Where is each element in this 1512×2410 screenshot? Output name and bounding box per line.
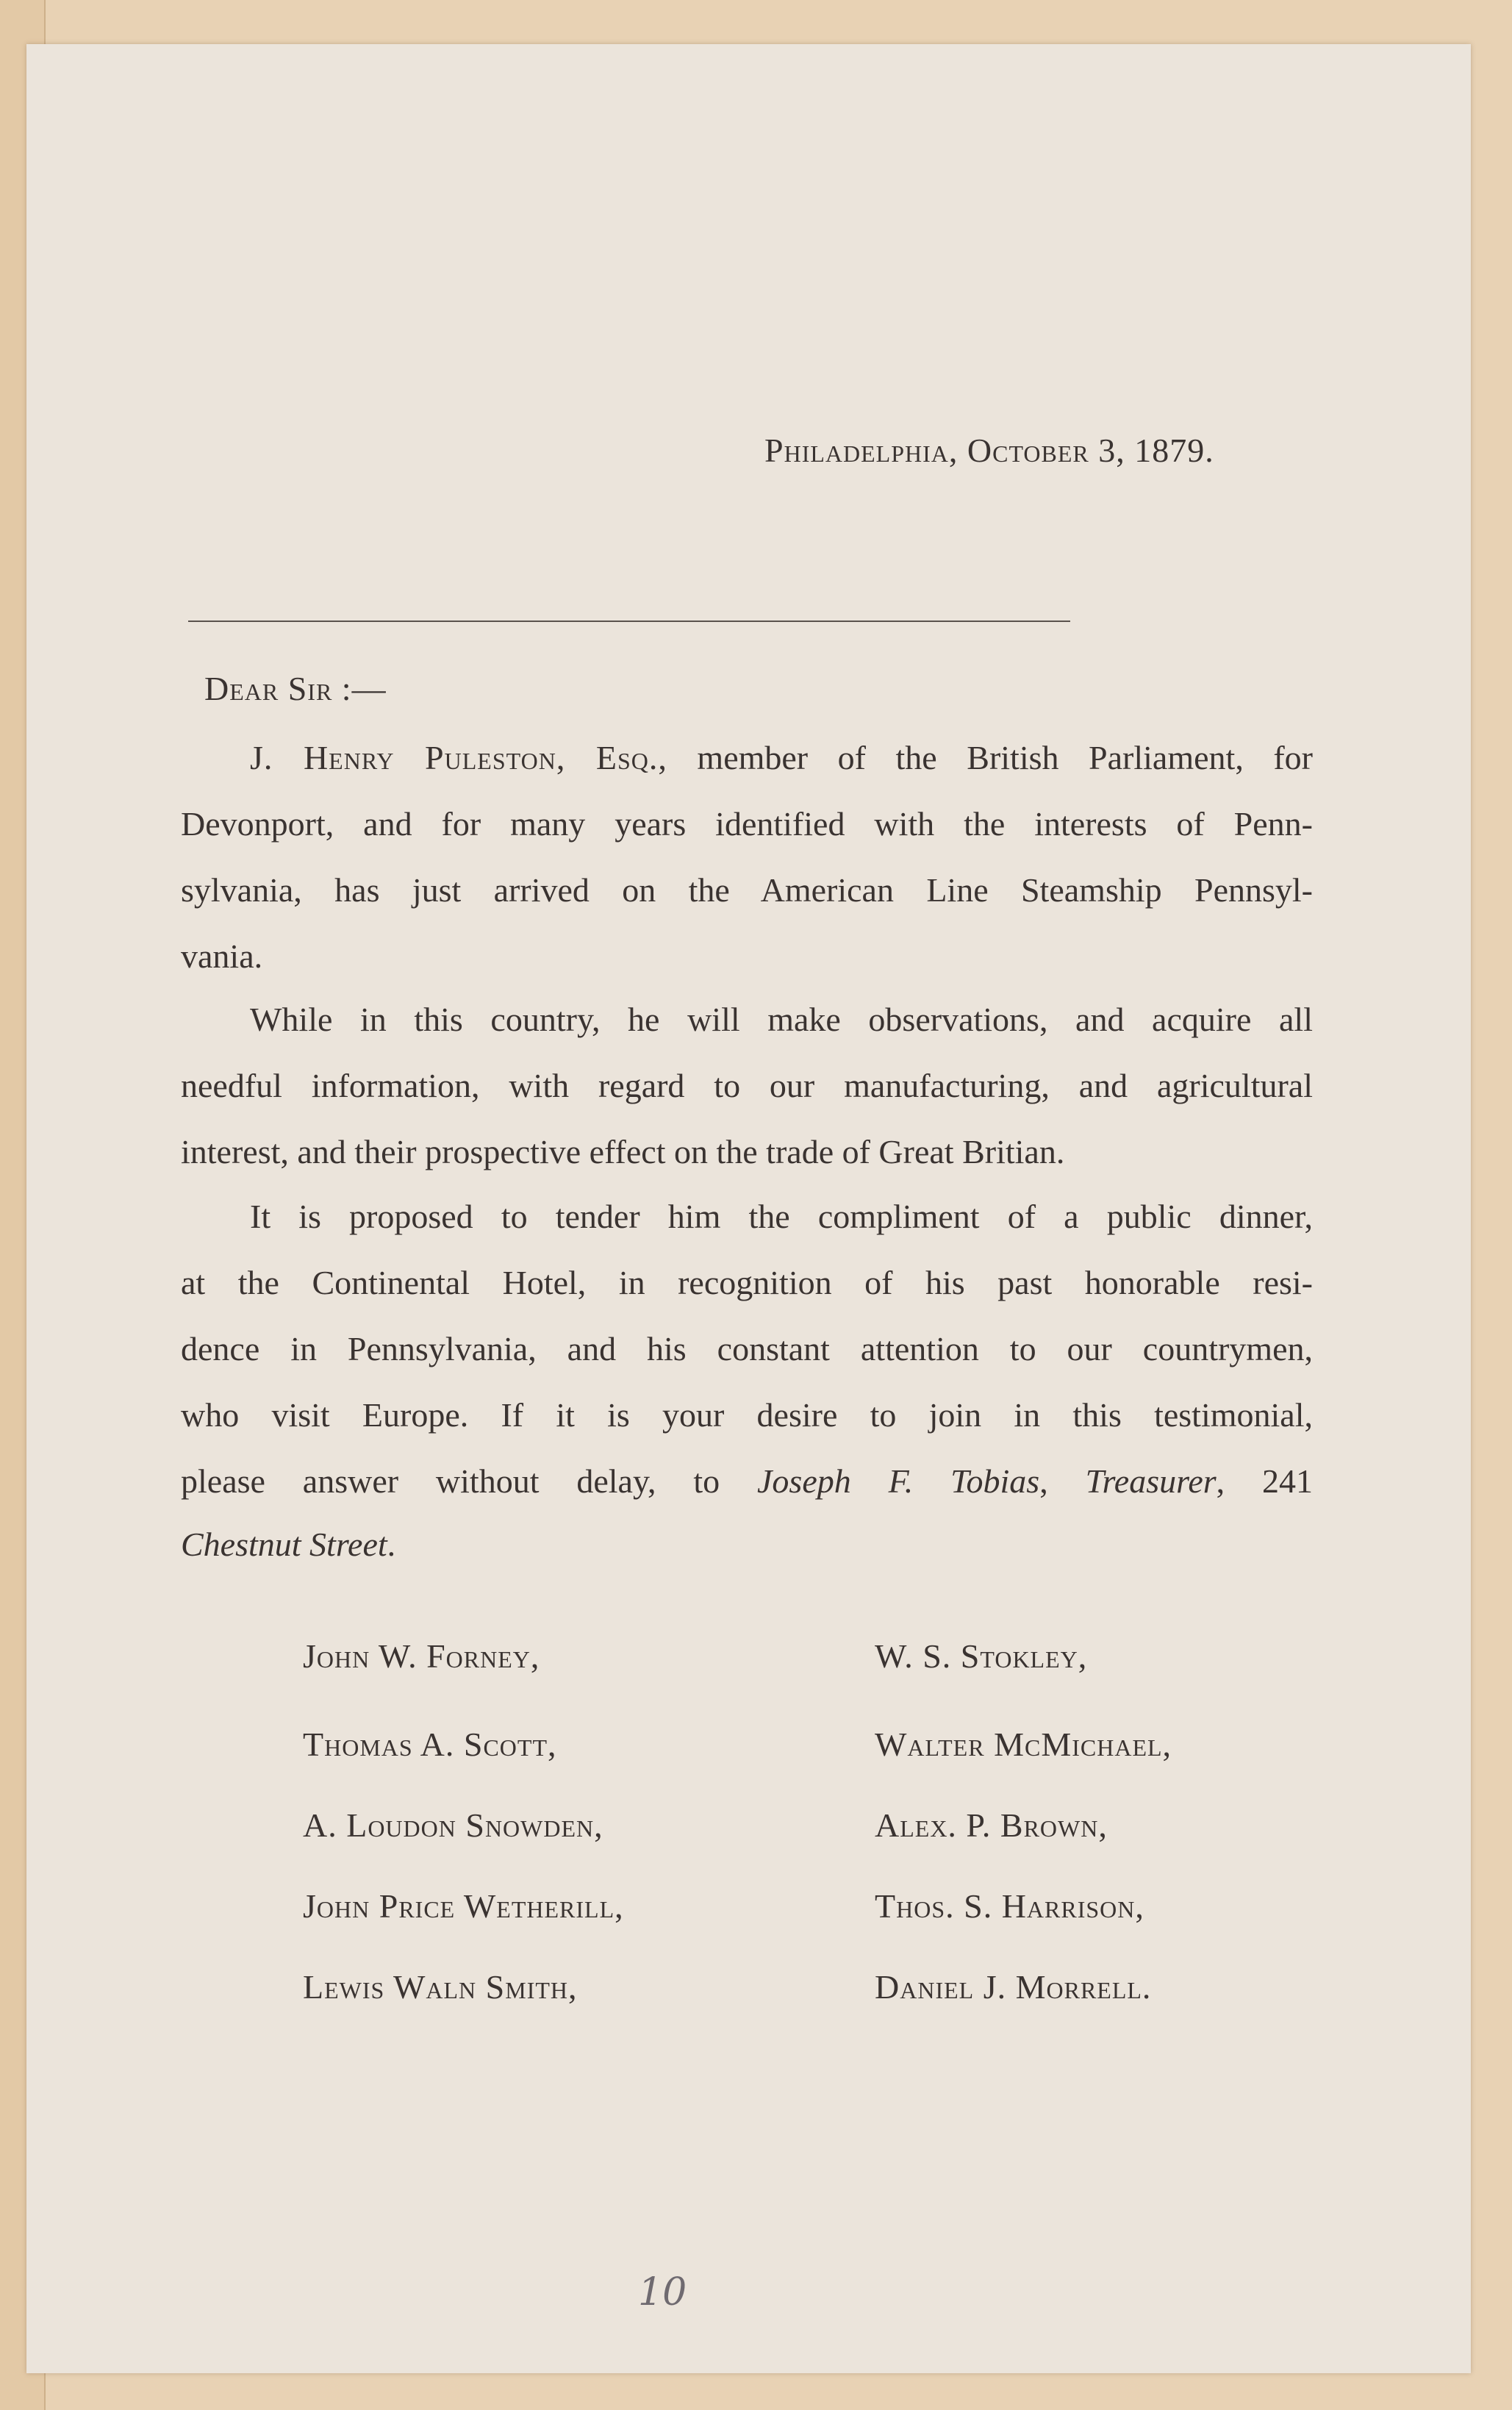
paragraph-1-line-3: sylvania, has just arrived on the American Line Steamship Pennsyl-	[181, 871, 1313, 909]
salutation: Dear Sir :—	[204, 670, 387, 707]
signatory-right-5: Daniel J. Morrell.	[875, 1968, 1152, 2006]
paragraph-2-line-3: interest, and their prospective effect on the trade of Great Britian.	[181, 1133, 1065, 1170]
street-name: Chestnut Street	[181, 1526, 387, 1563]
signatory-left-2: Thomas A. Scott,	[303, 1726, 557, 1763]
paragraph-1-line-1	[250, 741, 1313, 775]
paragraph-3-line-3: dence in Pennsylvania, and his constant attention to our countrymen,	[181, 1330, 1313, 1367]
paragraph-2-line-1: While in this country, he will make observations, and acquire all	[250, 1001, 1313, 1038]
signatory-right-4: Thos. S. Harrison,	[875, 1887, 1144, 1925]
address-rule	[188, 621, 1070, 622]
paragraph-3-line-1: It is proposed to tender him the compliment of a public dinner,	[250, 1198, 1313, 1235]
paragraph-1-line-2: Devonport, and for many years identified with the interests of Penn-	[181, 805, 1313, 843]
paragraph-3-line-6	[181, 1528, 1313, 1562]
signatory-right-1: W. S. Stokley,	[875, 1637, 1088, 1675]
page-number: 10	[638, 2270, 687, 2314]
signatory-left-1: John W. Forney,	[303, 1637, 540, 1675]
comma-separator: ,	[1039, 1462, 1086, 1500]
paragraph-2-line-2: needful information, with regard to our manufacturing, and agricultural	[181, 1067, 1313, 1104]
dateline: Philadelphia, October 3, 1879.	[764, 432, 1214, 469]
paragraph-3-line-2: at the Continental Hotel, in recognition of his past honorable resi-	[181, 1264, 1313, 1301]
treasurer-title: Treasurer	[1085, 1462, 1217, 1500]
signatory-right-3: Alex. P. Brown,	[875, 1806, 1108, 1844]
street-number: , 241	[1216, 1462, 1314, 1500]
paragraph-1-line-1-rest: member of the British Parliament, for	[667, 739, 1313, 776]
reply-instruction: please answer without delay, to	[181, 1462, 757, 1500]
paragraph-3-line-4: who visit Europe. If it is your desire to join in this testimonial,	[181, 1396, 1313, 1434]
paragraph-1-line-4: vania.	[181, 937, 263, 975]
signatory-left-5: Lewis Waln Smith,	[303, 1968, 578, 2006]
treasurer-name: Joseph F. Tobias	[757, 1462, 1040, 1500]
paragraph-3-line-5	[181, 1462, 1314, 1500]
signatory-left-3: A. Loudon Snowden,	[303, 1806, 603, 1844]
signatory-left-4: John Price Wetherill,	[303, 1887, 624, 1925]
signatory-right-2: Walter McMichael,	[875, 1726, 1172, 1763]
street-period: .	[387, 1526, 396, 1563]
addressee-name: J. Henry Puleston, Esq.,	[250, 739, 667, 776]
